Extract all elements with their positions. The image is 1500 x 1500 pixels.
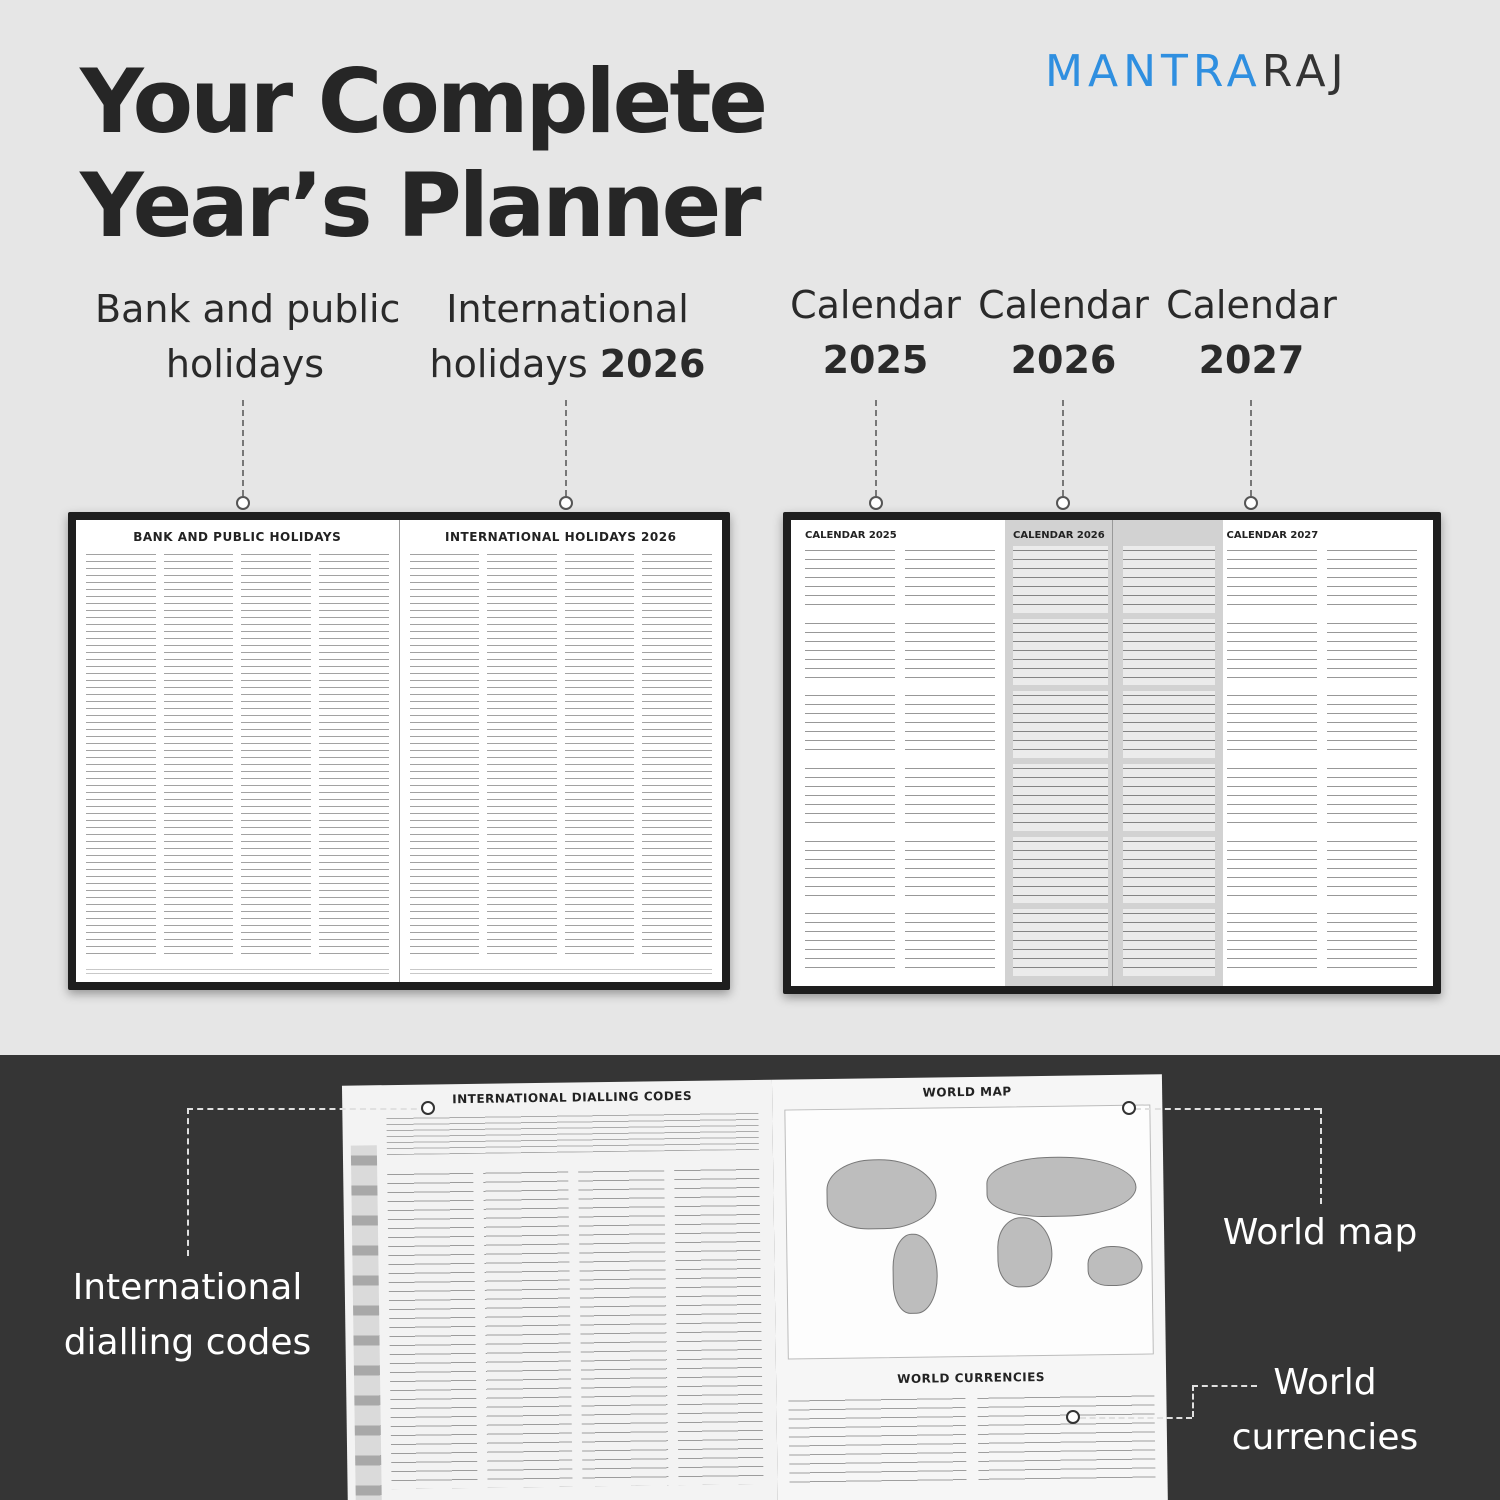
world-map bbox=[784, 1104, 1153, 1359]
callout-line bbox=[187, 1108, 189, 1256]
connector-line bbox=[565, 400, 567, 496]
callout-dot bbox=[1122, 1101, 1136, 1115]
connector-dot bbox=[236, 496, 250, 510]
connector-line bbox=[242, 400, 244, 496]
calendar-2027-title: CALENDAR 2027 bbox=[1226, 530, 1319, 541]
callout-line bbox=[1080, 1417, 1192, 1419]
headline-line-2: Year’s Planner bbox=[80, 154, 759, 257]
label-international-holidays: International holidays 2026 bbox=[429, 287, 706, 386]
connector-dot bbox=[1244, 496, 1258, 510]
connector-dot bbox=[1056, 496, 1070, 510]
international-holidays-page bbox=[399, 520, 723, 982]
headline-line-1: Your Complete bbox=[80, 50, 766, 153]
international-holidays-title: INTERNATIONAL HOLIDAYS 2026 bbox=[445, 530, 677, 544]
label-calendar-2025: Calendar 2025 bbox=[790, 283, 961, 382]
label-world-map: World map bbox=[1222, 1212, 1418, 1253]
connector-line bbox=[875, 400, 877, 496]
label-dialling-codes: International dialling codes bbox=[63, 1267, 312, 1363]
callout-line bbox=[1320, 1108, 1322, 1204]
holidays-spread-image bbox=[68, 512, 730, 990]
bank-holidays-page bbox=[76, 520, 399, 982]
headline bbox=[80, 50, 765, 258]
connector-line bbox=[1062, 400, 1064, 496]
dialling-codes-page bbox=[342, 1080, 778, 1500]
label-bank-holidays: Bank and public holidays bbox=[95, 287, 401, 386]
world-currencies-title: WORLD CURRENCIES bbox=[897, 1369, 1046, 1387]
connector-dot bbox=[559, 496, 573, 510]
world-map-page bbox=[772, 1074, 1168, 1500]
brand-part-2: RAJ bbox=[1261, 46, 1349, 97]
callout-line bbox=[187, 1108, 427, 1110]
connector-dot bbox=[869, 496, 883, 510]
world-map-title: WORLD MAP bbox=[922, 1084, 1012, 1100]
callout-dot bbox=[421, 1101, 435, 1115]
calendar-2026-title: CALENDAR 2026 bbox=[1013, 530, 1105, 541]
callout-line bbox=[1135, 1108, 1320, 1110]
connector-line bbox=[1250, 400, 1252, 496]
calendar-2025-2026-page bbox=[791, 520, 1112, 986]
brand-part-1: MANTRA bbox=[1045, 46, 1262, 97]
label-world-currencies: World currencies bbox=[1231, 1362, 1419, 1458]
label-calendar-2027: Calendar 2027 bbox=[1166, 283, 1337, 382]
dialling-codes-title: INTERNATIONAL DIALLING CODES bbox=[452, 1088, 693, 1107]
open-book-image bbox=[342, 1074, 1168, 1500]
calendar-2026-2027-page bbox=[1112, 520, 1434, 986]
calendar-spread-image bbox=[783, 512, 1441, 994]
callout-line bbox=[1192, 1385, 1194, 1417]
callout-dot bbox=[1066, 1410, 1080, 1424]
calendar-2025-title: CALENDAR 2025 bbox=[805, 530, 897, 541]
bank-holidays-title: BANK AND PUBLIC HOLIDAYS bbox=[133, 530, 342, 544]
label-calendar-2026: Calendar 2026 bbox=[978, 283, 1149, 382]
brand-logo bbox=[1045, 46, 1349, 97]
